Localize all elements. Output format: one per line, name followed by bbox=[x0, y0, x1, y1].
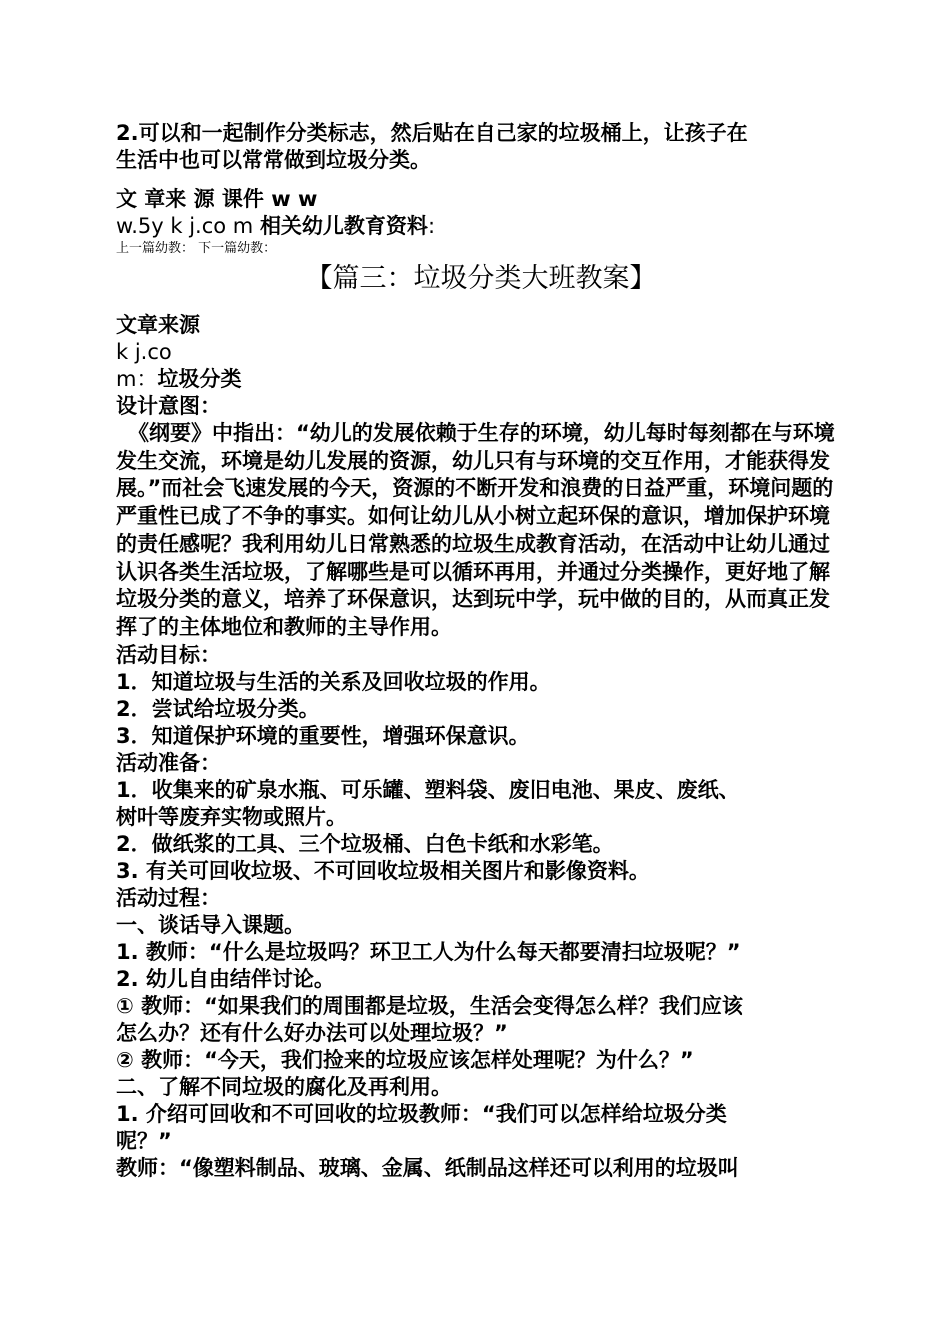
prep-item-1a: 1．收集来的矿泉水瓶、可乐罐、塑料袋、废旧电池、果皮、废纸、 bbox=[116, 777, 740, 802]
goal-item: 1．知道垃圾与生活的关系及回收垃圾的作用。 bbox=[116, 669, 551, 694]
design-heading: 设计意图： bbox=[116, 394, 221, 418]
source-line-1: 文 章来 源 课件 w w bbox=[116, 187, 318, 211]
article-source-url-1: k j.co bbox=[116, 340, 172, 364]
prep-item-2: 2．做纸浆的工具、三个垃圾桶、白色卡纸和水彩笔。 bbox=[116, 831, 614, 856]
intro-line-1: 2.可以和一起制作分类标志，然后贴在自己家的垃圾桶上，让孩子在 bbox=[116, 121, 748, 145]
prep-heading: 活动准备： bbox=[116, 750, 221, 775]
process-heading: 活动过程： bbox=[116, 885, 221, 910]
step1-item-3a: ① 教师：“如果我们的周围都是垃圾，生活会变得怎么样？我们应该 bbox=[116, 993, 743, 1018]
article-source-label: 文章来源 bbox=[116, 313, 200, 337]
article-source-line bbox=[116, 366, 846, 393]
step1-item-3b: 怎么办？还有什么好办法可以处理垃圾？” bbox=[116, 1020, 508, 1045]
step2-heading: 二、了解不同垃圾的腐化及再利用。 bbox=[116, 1074, 452, 1099]
section-title: 【篇三：垃圾分类大班教案】 bbox=[305, 263, 657, 294]
prep-item-1b: 树叶等废弃实物或照片。 bbox=[116, 804, 347, 829]
step2-item-1a: 1. 介绍可回收和不可回收的垃圾教师：“我们可以怎样给垃圾分类 bbox=[116, 1101, 727, 1126]
document-body bbox=[116, 120, 846, 1182]
design-paragraph: 《纲要》中指出：“幼儿的发展依赖于生存的环境，幼儿每时每刻都在与环境发生交流，环境是幼儿发展的资源，幼儿只有与环境的交互作用，才能获得发展。”而社会飞速发展的今天，资源的不断开发和浪费的日益严重，环境问题的严重性已成了不争的事实。如何让幼儿从小树立起环保的意识，增加保护环境的责任感呢？我利用幼儿日常熟悉的垃圾生成教育活动，在活动中让幼儿通过认识各类生活垃圾，了解哪些是可以循环再用，并通过分类操作，更好地了解垃圾分类的意义，培养了环保意识，达到玩中学，玩中做的目的，从而真正发挥了的主体地位和教师的主导作用。 bbox=[116, 421, 835, 639]
step1-item-2: 2. 幼儿自由结伴讨论。 bbox=[116, 966, 335, 991]
colon: : bbox=[427, 214, 436, 238]
goal-item: 2．尝试给垃圾分类。 bbox=[116, 696, 320, 721]
step1-heading: 一、谈话导入课题。 bbox=[116, 912, 305, 937]
step1-item-4: ② 教师：“今天，我们捡来的垃圾应该怎样处理呢？为什么？” bbox=[116, 1047, 694, 1072]
spacer bbox=[116, 174, 846, 186]
source-url-text: w.5y k j.co m bbox=[116, 214, 260, 238]
step2-item-2: 教师：“像塑料制品、玻璃、金属、纸制品这样还可以利用的垃圾叫 bbox=[116, 1155, 739, 1180]
step1-item-1: 1. 教师：“什么是垃圾吗？环卫工人为什么每天都要清扫垃圾呢？” bbox=[116, 939, 741, 964]
related-materials-label: 相关幼儿教育资料 bbox=[259, 214, 428, 238]
prev-next-nav[interactable]: 上一篇幼教： 下一篇幼教： bbox=[116, 241, 277, 256]
step2-item-1b: 呢？” bbox=[116, 1128, 172, 1153]
article-title: 垃圾分类 bbox=[157, 367, 242, 391]
prep-item-3: 3. 有关可回收垃圾、不可回收垃圾相关图片和影像资料。 bbox=[116, 858, 650, 883]
intro-line-2: 生活中也可以常常做到垃圾分类。 bbox=[116, 148, 431, 172]
goals-heading: 活动目标： bbox=[116, 642, 221, 667]
source-line-2 bbox=[116, 213, 846, 240]
article-source-url-2: m： bbox=[116, 367, 158, 391]
goal-item: 3．知道保护环境的重要性，增强环保意识。 bbox=[116, 723, 530, 748]
